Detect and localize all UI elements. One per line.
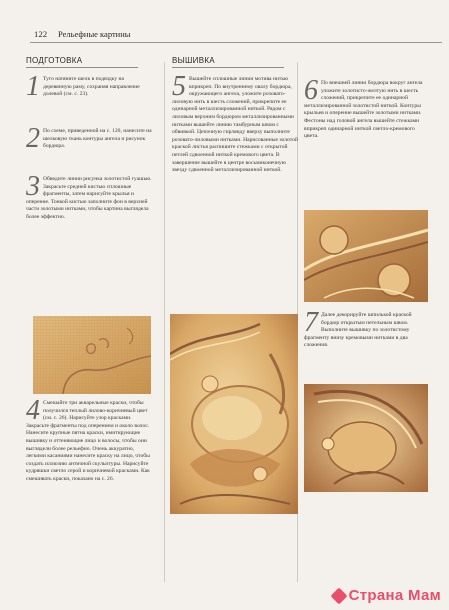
column-divider (164, 62, 165, 582)
page-header (0, 0, 449, 52)
step-text: Туго натяните шелк в подвздку на деревянную раму, сохраняя направление долевой (см. с. 23). (43, 76, 140, 98)
column-embroidery (172, 56, 298, 175)
step-number: 1 (26, 71, 40, 102)
chapter-title: Рельефные картины (58, 29, 131, 39)
column-prep-lower (26, 395, 152, 484)
step-text: Смешайте три акварельные краски, чтобы получился теплый лилово-коричневый цвет (см. с. 26). Нарисуйте узор красками. Закрасьте фрагменты под оперением и около волос. Нанесите крупные пятна краски, имитирующие вышивку и оттеняющие лицо и волосы, чтобы они выглядели более рельефно. Очень аккуратно, легкими касаниями нанесите краску на лицо, чтобы создать иллюзию античной скульптуры. Нарисуйте кудряшки светло серой и коричневой красками. Как смешивать краски, показано на с. 26. (26, 400, 150, 482)
column-border-lower (304, 307, 428, 350)
column-prep (26, 56, 152, 260)
step-text: Вышейте сплошные линии мотива нитью вприкреп. По внутреннему овалу бордюра, окружающего ангела, уложите розовато-лиловую нить в шесть сложений, прикрепите ее одинарной металлизированной ниткой. Рядом с лиловым верхним бордюром металлизированными нитками вышейте линию тамбурным швом с обвивкой. Цепочную гирлянду вверху выполните розовато-лиловыми нитками. Нарисованные золотой краской листья распишите стежками с открытой петлей сдвоенной ниткой кремового цвета. В завершение вышейте в центре восьмиконечную звезду сдвоенной металлизированной ниткой. (172, 76, 298, 174)
step-number: 2 (26, 123, 40, 154)
photo-border-detail (304, 210, 428, 302)
step-number: 3 (26, 171, 40, 202)
step-number: 5 (172, 71, 186, 102)
step-1 (26, 71, 152, 128)
watermark: Страна Мам (348, 587, 441, 604)
step-3 (26, 171, 152, 260)
step-number: 6 (304, 75, 318, 106)
watermark-heart-icon (331, 588, 348, 605)
step-2 (26, 123, 152, 176)
step-number: 4 (26, 395, 40, 426)
section-title-embroidery: ВЫШИВКА (172, 56, 284, 68)
step-7 (304, 307, 428, 350)
step-text: Далее декорируйте шпилькой краской бордюр открытым петельным швом. Выполните вышивку по золотистому фрагменту внизу кремовыми нитками в два сложения. (304, 312, 412, 349)
step-text: Обведите линии рисунка золотистой гуашью. Закрасьте средней кистью сплошные фрагменты, затем нарисуйте крылья и оперение. Тонкой кистью заполните фон в верхней части золотыми нитками, чтобы картина выглядела более эффектно. (26, 176, 152, 220)
page-number: 122 (34, 29, 48, 39)
photo-finished-border (304, 384, 428, 492)
step-number: 7 (304, 307, 318, 338)
step-4 (26, 395, 152, 484)
column-border (304, 56, 428, 141)
step-6 (304, 75, 428, 141)
header-rule (30, 42, 442, 43)
step-text: По внешней линии бордюра вокруг ангела уложите золотисто-желтую нить в шесть сложений, прикрепите ее одинарной металлизированной золотистой ниткой. Контуры крыльев и оперение вышейте золотыми нитками. Фестоны над головой ангела вышейте стежками вприкреп одинарной ниткой светло-кремового цвета. (304, 80, 423, 140)
step-text: По схеме, приведенной на с. 120, нанесите на шелковую ткань контуры ангела и рисунок бордюра. (43, 128, 152, 150)
step-5 (172, 71, 298, 175)
photo-painted-outline (33, 316, 151, 394)
section-title-prep: ПОДГОТОВКА (26, 56, 138, 68)
photo-embroidery-detail (170, 314, 298, 514)
